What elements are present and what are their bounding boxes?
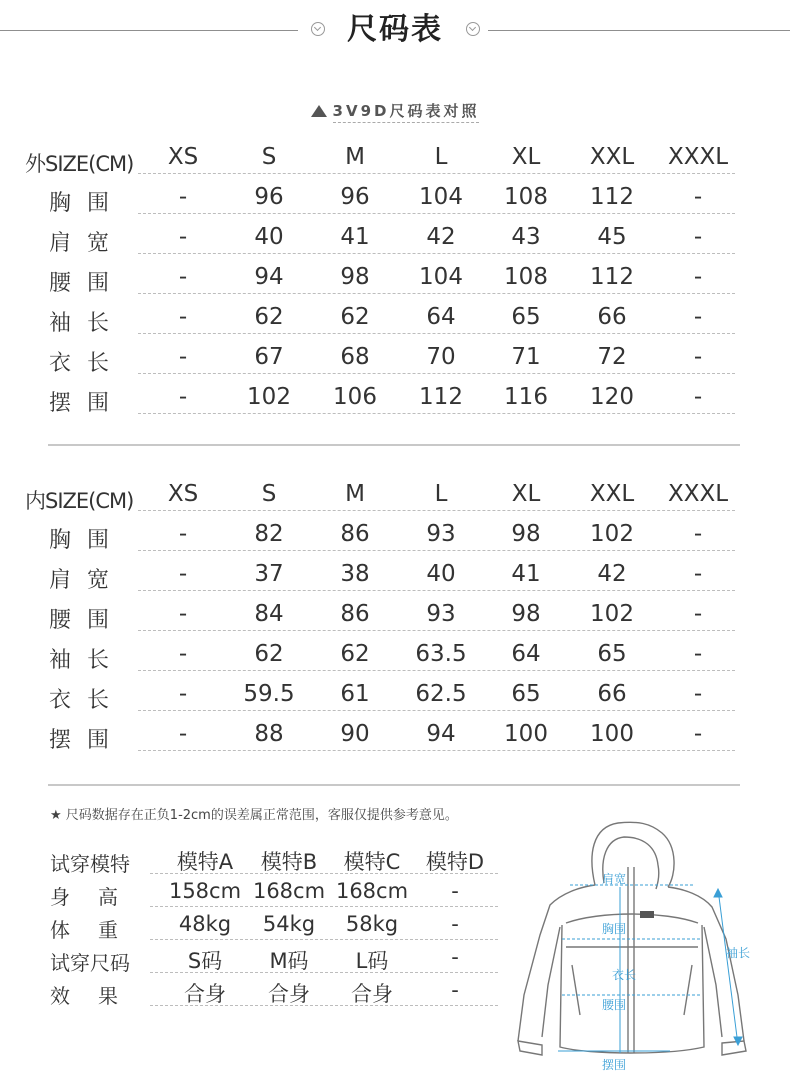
model-attribute-value: 158cm	[168, 879, 242, 903]
measurement-value: 98	[511, 521, 541, 547]
measurement-value: 96	[254, 184, 284, 210]
jacket-outline-icon	[500, 815, 790, 1084]
measurement-value: 102	[247, 384, 291, 410]
size-column-header: XXXL	[667, 144, 729, 170]
size-column-header: L	[434, 481, 448, 507]
measurement-value: -	[693, 384, 703, 410]
size-header-row	[0, 477, 790, 513]
model-attribute-value: -	[451, 912, 459, 936]
measurement-value: 94	[254, 264, 284, 290]
size-header-row	[0, 140, 790, 176]
page-title: 尺码表	[347, 12, 443, 47]
row-dotted-rule	[138, 373, 735, 374]
measurement-value: 88	[254, 721, 284, 747]
measurement-value: -	[178, 681, 188, 707]
model-attribute-value: 48kg	[178, 912, 232, 936]
measurement-value: 41	[511, 561, 541, 587]
size-table-row	[0, 557, 790, 593]
size-column-header: XL	[511, 144, 541, 170]
measurement-value: 41	[340, 224, 370, 250]
measurement-value: -	[693, 561, 703, 587]
size-column-header: L	[434, 144, 448, 170]
table-subtitle	[0, 100, 790, 121]
section-divider	[48, 444, 740, 446]
measurement-value: -	[693, 681, 703, 707]
measurement-value: 62	[340, 641, 370, 667]
measurement-value: -	[693, 601, 703, 627]
model-attribute-value: 58kg	[345, 912, 399, 936]
model-table-row	[0, 875, 510, 908]
star-icon: ★	[50, 808, 66, 823]
measurement-label: 衣长	[49, 351, 126, 376]
measurement-label: 胸围	[49, 528, 126, 553]
measurement-value: 104	[419, 184, 463, 210]
measurement-value: 102	[590, 601, 634, 627]
measurement-value: -	[693, 721, 703, 747]
model-table-row	[0, 974, 510, 1007]
measurement-value: 37	[254, 561, 284, 587]
size-table-row	[0, 517, 790, 553]
row-dotted-rule	[138, 413, 735, 414]
model-attribute-value: -	[451, 945, 459, 969]
measurement-value: -	[693, 264, 703, 290]
row-dotted-rule	[138, 293, 735, 294]
measurement-value: 112	[590, 264, 634, 290]
size-column-header: XS	[167, 481, 199, 507]
row-dotted-rule	[150, 1005, 498, 1006]
measurement-value: 93	[426, 521, 456, 547]
size-column-header: XXXL	[667, 481, 729, 507]
measurement-label: 袖长	[49, 648, 126, 673]
measurement-value: 42	[597, 561, 627, 587]
model-table-row	[0, 908, 510, 941]
model-attribute-value: 合身	[268, 982, 310, 1006]
model-attribute-value: L码	[355, 949, 389, 973]
measurement-value: -	[693, 184, 703, 210]
size-table-label: 外SIZE(CM)	[25, 152, 134, 176]
size-column-header: XL	[511, 481, 541, 507]
measurement-value: 100	[504, 721, 548, 747]
model-column-header: 模特A	[176, 850, 234, 874]
measurement-value: 63.5	[415, 641, 467, 667]
model-table-label: 试穿模特	[50, 852, 130, 876]
hem-label: 摆围	[602, 1058, 627, 1072]
row-dotted-rule	[138, 173, 735, 174]
measurement-value: 45	[597, 224, 627, 250]
measurement-value: 96	[340, 184, 370, 210]
row-dotted-rule	[138, 510, 735, 511]
size-table-row	[0, 180, 790, 216]
measurement-value: 42	[426, 224, 456, 250]
measurement-value: -	[693, 344, 703, 370]
size-table-row	[0, 220, 790, 256]
measurement-value: -	[178, 264, 188, 290]
row-dotted-rule	[138, 710, 735, 711]
measurement-value: -	[178, 561, 188, 587]
measurement-value: -	[178, 641, 188, 667]
measurement-value: -	[178, 184, 188, 210]
measurement-value: 59.5	[243, 681, 295, 707]
model-attribute-label: 体重	[50, 918, 146, 942]
measurement-value: 98	[511, 601, 541, 627]
measurement-value: 86	[340, 521, 370, 547]
length-label: 衣长	[612, 968, 637, 982]
row-dotted-rule	[138, 550, 735, 551]
model-column-header: 模特B	[260, 850, 318, 874]
measurement-value: -	[178, 344, 188, 370]
measurement-value: 40	[426, 561, 456, 587]
measurement-value: 62	[254, 641, 284, 667]
size-column-header: S	[261, 481, 277, 507]
measurement-label: 肩宽	[49, 231, 126, 256]
size-column-header: XXL	[589, 144, 635, 170]
measurement-value: 82	[254, 521, 284, 547]
measurement-value: 70	[426, 344, 456, 370]
row-dotted-rule	[150, 873, 498, 874]
measurement-value: 66	[597, 304, 627, 330]
measurement-value: 62	[254, 304, 284, 330]
model-attribute-value: -	[451, 978, 459, 1002]
size-table-label: 内SIZE(CM)	[25, 489, 134, 513]
measurement-label: 摆围	[49, 728, 126, 753]
jacket-measurement-diagram	[500, 815, 790, 1084]
measurement-value: 100	[590, 721, 634, 747]
sleeve-label: 袖长	[726, 946, 751, 960]
measurement-value: 94	[426, 721, 456, 747]
model-attribute-value: S码	[187, 949, 223, 973]
measurement-value: 120	[590, 384, 634, 410]
measurement-value: -	[693, 224, 703, 250]
measurement-value: -	[178, 521, 188, 547]
measurement-value: 65	[511, 681, 541, 707]
measurement-value: 93	[426, 601, 456, 627]
measurement-value: -	[693, 304, 703, 330]
measurement-value: 106	[333, 384, 377, 410]
measurement-value: 40	[254, 224, 284, 250]
mountain-logo-icon	[311, 105, 327, 117]
size-column-header: XXL	[589, 481, 635, 507]
size-table-row	[0, 717, 790, 753]
section-divider	[48, 784, 740, 786]
measurement-value: 38	[340, 561, 370, 587]
size-column-header: M	[345, 144, 365, 170]
row-dotted-rule	[138, 590, 735, 591]
model-table-row	[0, 941, 510, 974]
row-dotted-rule	[138, 750, 735, 751]
row-dotted-rule	[138, 670, 735, 671]
header-rule-right	[488, 30, 790, 31]
row-dotted-rule	[150, 939, 498, 940]
measurement-value: 62	[340, 304, 370, 330]
size-table-row	[0, 260, 790, 296]
row-dotted-rule	[150, 906, 498, 907]
measurement-value: 86	[340, 601, 370, 627]
note-text: 尺码数据存在正负1-2cm的误差属正常范围，客服仅提供参考意见。	[65, 808, 458, 823]
model-attribute-label: 试穿尺码	[50, 951, 130, 975]
measurement-value: 61	[340, 681, 370, 707]
measurement-value: 108	[504, 264, 548, 290]
model-column-header: 模特C	[343, 850, 401, 874]
measurement-value: 72	[597, 344, 627, 370]
measurement-label: 肩宽	[49, 568, 126, 593]
measurement-value: 67	[254, 344, 284, 370]
measurement-value: 68	[340, 344, 370, 370]
measurement-value: 112	[590, 184, 634, 210]
row-dotted-rule	[138, 333, 735, 334]
measurement-value: 43	[511, 224, 541, 250]
size-table-row	[0, 637, 790, 673]
measurement-label: 腰围	[49, 608, 126, 633]
brand-logo-icon	[640, 911, 654, 918]
measurement-value: -	[693, 521, 703, 547]
model-attribute-value: -	[451, 879, 459, 903]
measurement-value: 112	[419, 384, 463, 410]
waist-label: 腰围	[602, 998, 627, 1012]
size-table-row	[0, 380, 790, 416]
model-attribute-value: 168cm	[252, 879, 326, 903]
size-column-header: M	[345, 481, 365, 507]
measurement-value: -	[178, 304, 188, 330]
model-attribute-value: 168cm	[335, 879, 409, 903]
size-column-header: S	[261, 144, 277, 170]
measurement-value: 65	[597, 641, 627, 667]
measurement-value: -	[178, 601, 188, 627]
size-table-row	[0, 597, 790, 633]
measurement-value: -	[178, 224, 188, 250]
measurement-value: -	[178, 384, 188, 410]
measurement-label: 胸围	[49, 191, 126, 216]
size-table-row	[0, 340, 790, 376]
model-attribute-value: M码	[269, 949, 309, 973]
measurement-label: 摆围	[49, 391, 126, 416]
measurement-value: -	[178, 721, 188, 747]
measurement-value: 90	[340, 721, 370, 747]
measurement-label: 衣长	[49, 688, 126, 713]
row-dotted-rule	[138, 253, 735, 254]
row-dotted-rule	[138, 630, 735, 631]
size-table-row	[0, 677, 790, 713]
measurement-value: 102	[590, 521, 634, 547]
model-attribute-value: 54kg	[262, 912, 316, 936]
measurement-value: 62.5	[415, 681, 467, 707]
model-column-header: 模特D	[425, 850, 485, 874]
row-dotted-rule	[150, 972, 498, 973]
size-table-row	[0, 300, 790, 336]
chevron-down-icon	[466, 22, 480, 36]
shoulder-label: 肩宽	[602, 872, 627, 886]
chest-label: 胸围	[602, 922, 627, 936]
measurement-value: 108	[504, 184, 548, 210]
model-header-row	[0, 842, 510, 875]
model-attribute-value: 合身	[184, 982, 226, 1006]
measurement-value: 98	[340, 264, 370, 290]
model-attribute-label: 效果	[50, 984, 146, 1008]
measurement-value: 71	[511, 344, 541, 370]
measurement-value: 104	[419, 264, 463, 290]
model-attribute-value: 合身	[351, 982, 393, 1006]
measurement-value: 116	[504, 384, 548, 410]
measurement-label: 腰围	[49, 271, 126, 296]
measurement-value: -	[693, 641, 703, 667]
row-dotted-rule	[138, 213, 735, 214]
measurement-value: 84	[254, 601, 284, 627]
measurement-label: 袖长	[49, 311, 126, 336]
measurement-value: 66	[597, 681, 627, 707]
model-attribute-label: 身高	[50, 885, 146, 909]
measurement-value: 64	[511, 641, 541, 667]
measurement-value: 64	[426, 304, 456, 330]
measurement-value: 65	[511, 304, 541, 330]
subtitle-text: 3V9D尺码表对照	[333, 102, 480, 123]
size-column-header: XS	[167, 144, 199, 170]
measurement-note	[50, 804, 458, 823]
